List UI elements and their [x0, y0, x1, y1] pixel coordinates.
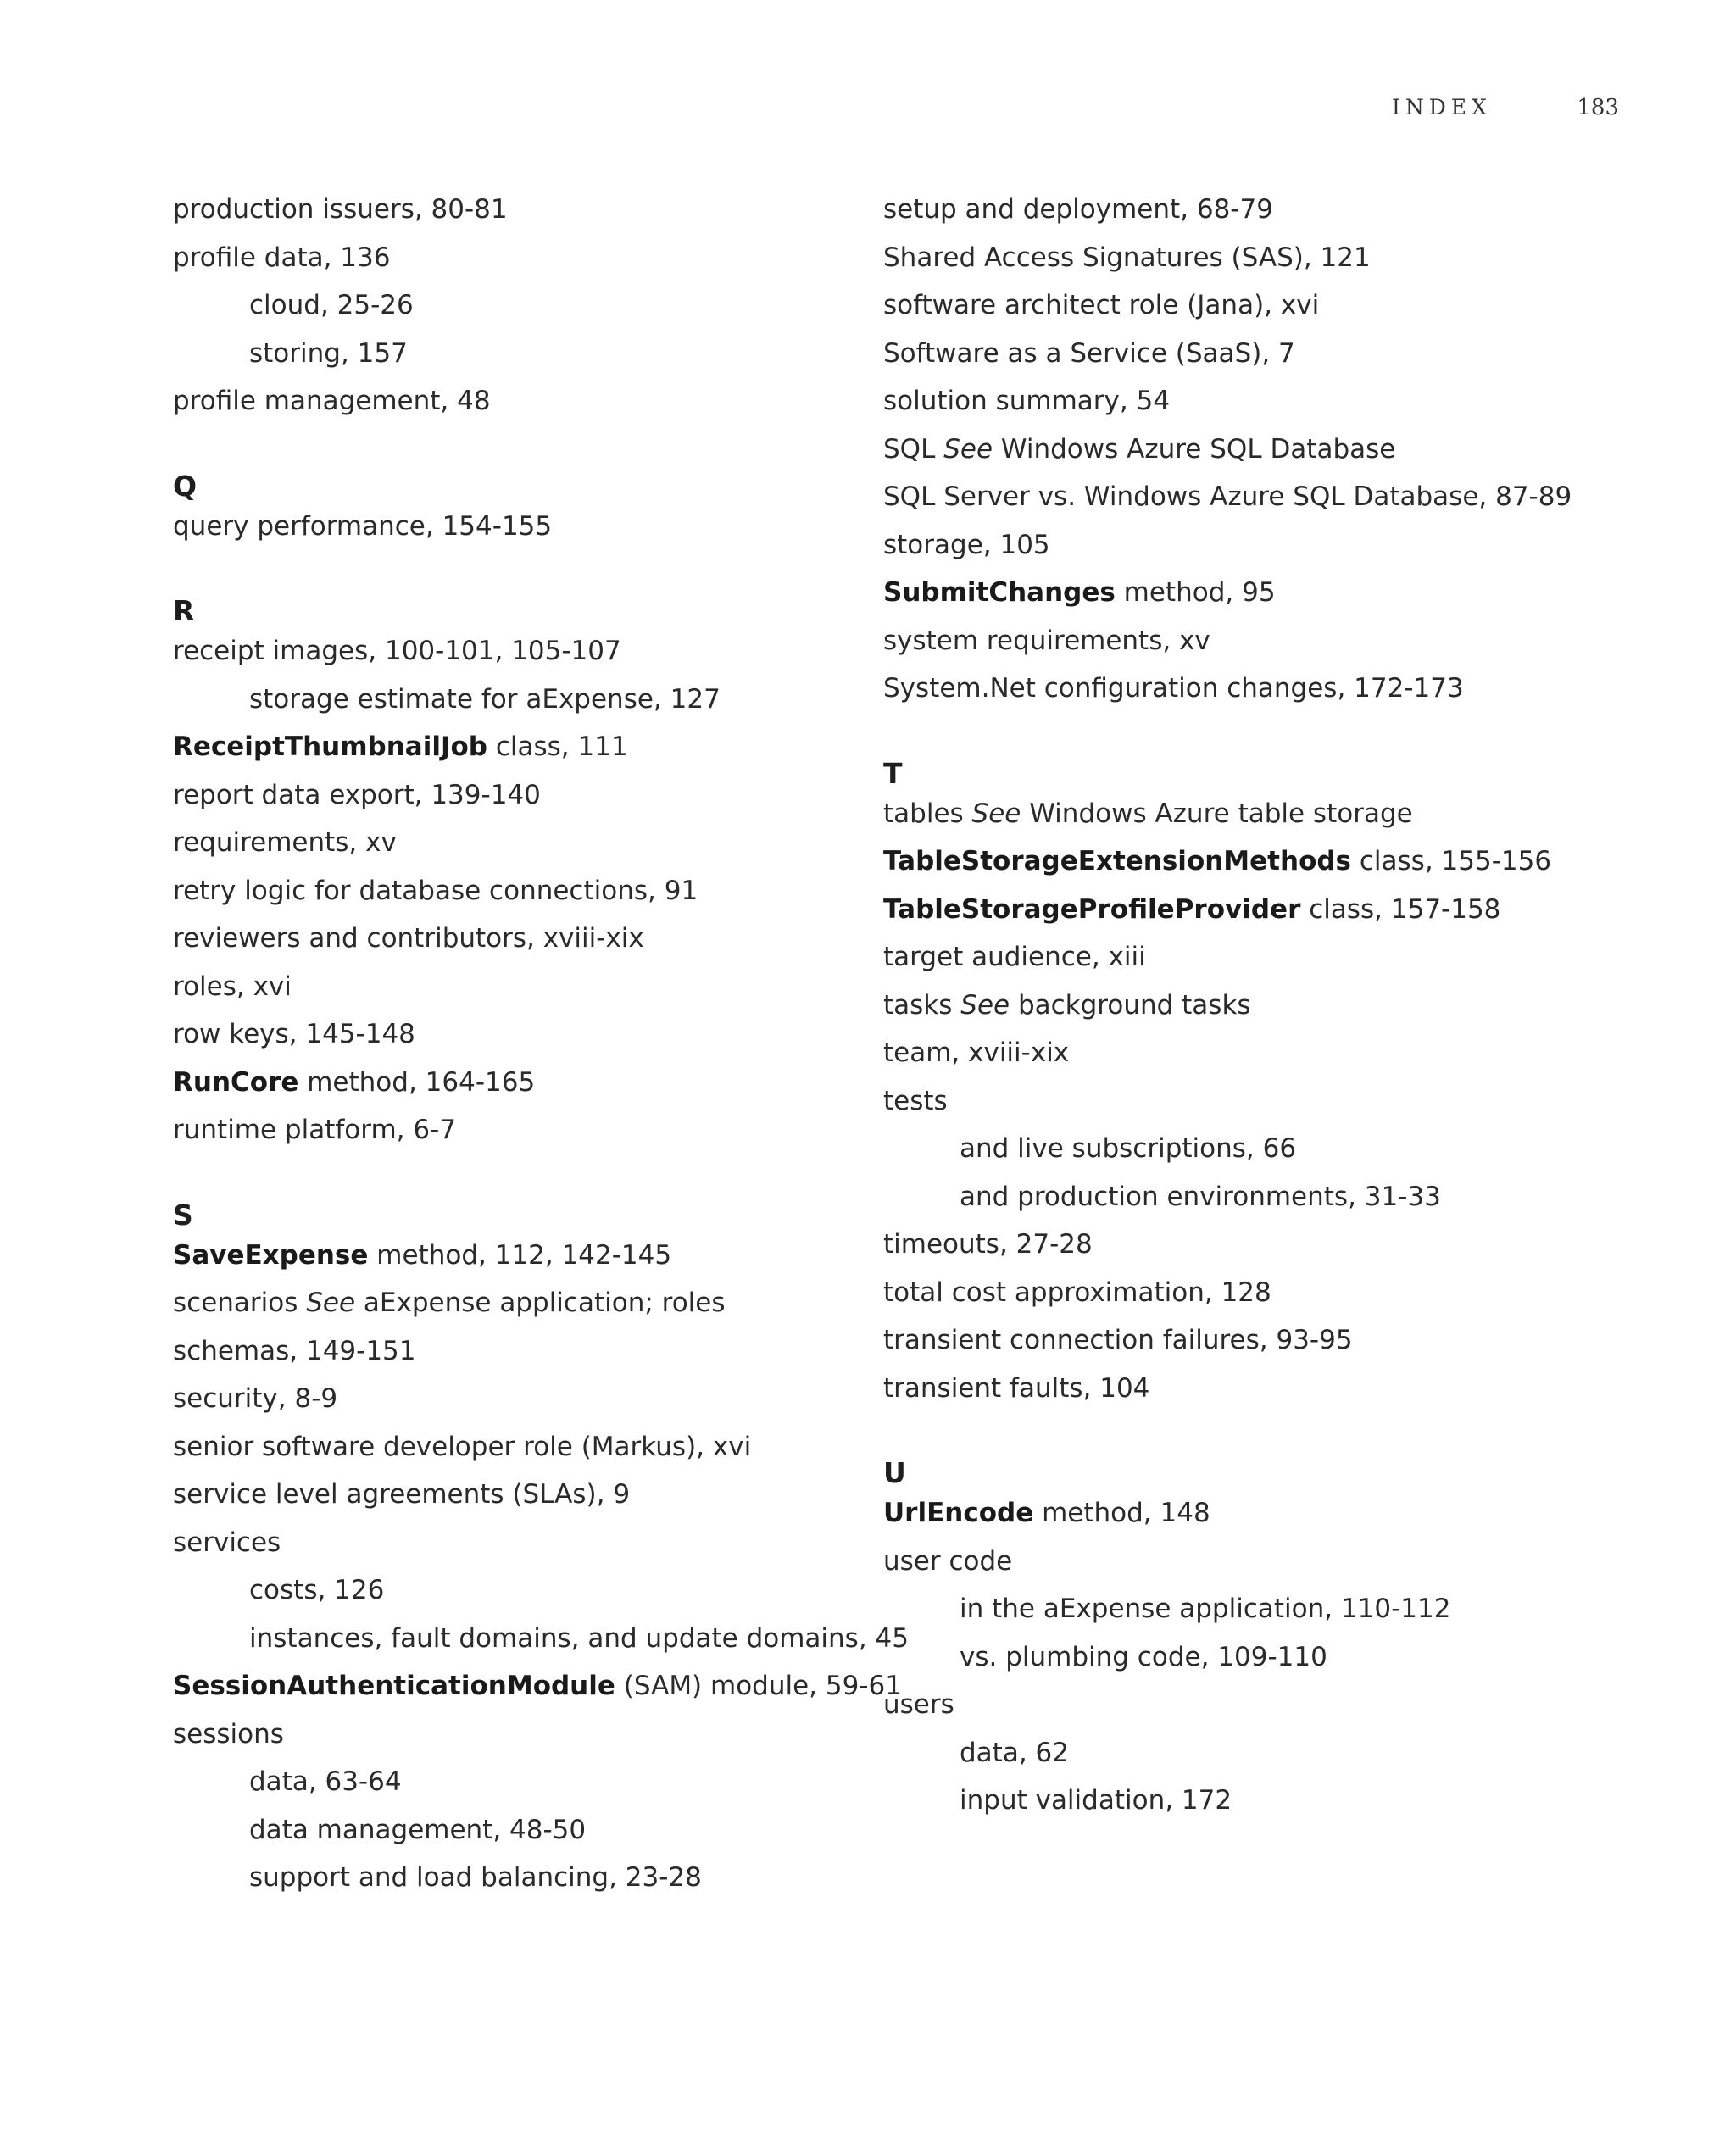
index-entry — [883, 797, 1413, 831]
index-entry-text: support and load balancing, 23-28 — [249, 1862, 702, 1893]
index-entry — [173, 826, 397, 859]
index-subentry — [249, 1861, 702, 1894]
index-subentry — [960, 1132, 1296, 1165]
page-number: 183 — [1577, 95, 1619, 120]
index-entry-text: method, 112, 142-145 — [368, 1239, 672, 1271]
see-target: Windows Azure table storage — [1021, 798, 1413, 829]
index-entry — [883, 192, 1273, 226]
index-term-code: SubmitChanges — [883, 577, 1116, 608]
index-entry-text: tables — [883, 798, 972, 829]
index-entry — [173, 1717, 284, 1751]
index-entry — [883, 337, 1295, 370]
index-entry — [173, 1526, 281, 1560]
index-entry — [173, 192, 508, 226]
index-entry — [173, 970, 292, 1004]
index-entry — [173, 1477, 630, 1511]
letter-heading-text: R — [173, 594, 195, 627]
index-entry — [173, 1430, 751, 1464]
index-entry — [883, 241, 1371, 275]
index-entry-text: roles, xvi — [173, 971, 292, 1002]
index-entry-text: requirements, xv — [173, 827, 397, 858]
index-entry-text: software architect role (Jana), xvi — [883, 290, 1320, 320]
index-entry — [173, 1334, 416, 1368]
index-entry-text: (SAM) module, 59-61 — [615, 1671, 902, 1701]
index-entry — [173, 1113, 456, 1147]
letter-heading-text: U — [883, 1456, 906, 1489]
index-entry — [883, 528, 1050, 562]
index-letter-heading — [173, 1199, 193, 1232]
running-head — [1322, 95, 1619, 129]
index-entry — [883, 288, 1319, 322]
index-letter-heading — [883, 757, 903, 791]
see-reference: See — [971, 798, 1021, 829]
index-entry — [173, 778, 541, 812]
index-entry-text: security, 8-9 — [173, 1383, 338, 1414]
index-entry — [883, 576, 1276, 609]
index-entry-text: team, xviii-xix — [883, 1037, 1070, 1068]
index-entry — [883, 480, 1572, 514]
index-entry-text: senior software developer role (Markus), xvi — [173, 1431, 752, 1462]
see-reference: See — [943, 433, 993, 464]
index-entry-text: class, 155-156 — [1351, 846, 1552, 876]
index-entry-text: scenarios — [173, 1288, 307, 1318]
index-entry-text: input validation, 172 — [960, 1785, 1232, 1816]
index-subentry — [249, 1621, 909, 1655]
letter-heading-text: S — [173, 1198, 193, 1232]
index-entry — [173, 1017, 415, 1051]
index-subentry — [249, 337, 408, 370]
running-head-title: INDEX — [1392, 95, 1492, 120]
index-entry — [883, 844, 1551, 878]
index-entry — [883, 624, 1210, 658]
index-entry-text: setup and deployment, 68-79 — [883, 194, 1273, 225]
see-target: aExpense application; roles — [355, 1288, 726, 1318]
index-entry-text: method, 164-165 — [298, 1066, 536, 1098]
index-term-code: TableStorageExtensionMethods — [883, 846, 1352, 876]
index-entry — [883, 1084, 948, 1118]
index-entry-text: SQL Server vs. Windows Azure SQL Database, 87-89 — [883, 481, 1572, 512]
index-entry — [883, 1227, 1093, 1261]
index-entry — [173, 1382, 337, 1416]
index-entry — [173, 1669, 902, 1703]
index-entry-text: receipt images, 100-101, 105-107 — [173, 636, 621, 666]
index-entry-text: transient faults, 104 — [883, 1372, 1150, 1404]
index-entry-text: method, 95 — [1115, 577, 1276, 608]
letter-heading-text: T — [883, 756, 903, 790]
index-entry — [883, 432, 1395, 466]
index-entry-text: transient connection failures, 93-95 — [883, 1325, 1353, 1355]
index-entry-text: sessions — [173, 1718, 284, 1749]
index-entry-text: row keys, 145-148 — [173, 1019, 415, 1049]
index-entry — [173, 241, 390, 275]
index-entry — [883, 1544, 1012, 1578]
index-entry-text: vs. plumbing code, 109-110 — [960, 1641, 1327, 1672]
index-entry — [883, 1323, 1353, 1357]
index-entry-text: and production environments, 31-33 — [960, 1181, 1441, 1212]
index-term-code: UrlEncode — [883, 1498, 1034, 1528]
index-letter-heading — [883, 1456, 906, 1490]
index-subentry — [960, 1592, 1450, 1626]
index-entry-text: reviewers and contributors, xviii-xix — [173, 923, 644, 954]
index-entry-text: schemas, 149-151 — [173, 1335, 416, 1366]
index-entry-text: user code — [883, 1545, 1013, 1577]
index-subentry — [249, 1573, 384, 1607]
index-subentry — [960, 1180, 1441, 1214]
index-entry — [173, 921, 644, 955]
index-entry-text: solution summary, 54 — [883, 386, 1171, 416]
index-entry-text: storage estimate for aExpense, 127 — [249, 683, 721, 715]
index-subentry — [249, 682, 721, 716]
index-subentry — [249, 288, 414, 322]
index-entry-text: instances, fault domains, and update domains, 45 — [249, 1622, 909, 1654]
see-target: background tasks — [1010, 989, 1251, 1021]
index-letter-heading — [173, 594, 194, 628]
index-subentry — [960, 1640, 1327, 1674]
index-entry-text: query performance, 154-155 — [173, 510, 553, 542]
index-entry — [883, 384, 1170, 418]
index-entry-text: runtime platform, 6-7 — [173, 1115, 456, 1145]
index-entry-text: and live subscriptions, 66 — [960, 1133, 1297, 1164]
index-subentry — [960, 1783, 1232, 1817]
index-term-code: ReceiptThumbnailJob — [173, 731, 487, 762]
index-entry-text: services — [173, 1527, 281, 1558]
index-entry — [173, 1238, 671, 1272]
index-entry-text: system requirements, xv — [883, 625, 1210, 656]
index-entry-text: timeouts, 27-28 — [883, 1229, 1093, 1260]
index-entry-text: in the aExpense application, 110-112 — [960, 1594, 1451, 1624]
index-entry-text: data, 62 — [960, 1737, 1069, 1768]
index-entry — [883, 1036, 1069, 1070]
index-entry — [883, 671, 1464, 705]
index-entry — [173, 1065, 535, 1099]
letter-heading-text: Q — [173, 469, 198, 503]
index-entry-text: report data export, 139-140 — [173, 779, 541, 810]
index-entry-text: service level agreements (SLAs), 9 — [173, 1479, 631, 1510]
index-entry-text: Software as a Service (SaaS), 7 — [883, 337, 1295, 369]
index-entry — [883, 1688, 954, 1722]
index-entry — [883, 940, 1146, 974]
index-entry-text: profile management, 48 — [173, 386, 491, 416]
index-entry-text: SQL — [883, 433, 944, 464]
index-subentry — [960, 1736, 1069, 1770]
index-entry-text: target audience, xiii — [883, 942, 1146, 972]
index-entry-text: method, 148 — [1033, 1498, 1210, 1528]
see-target: Windows Azure SQL Database — [993, 433, 1396, 464]
index-entry — [883, 1371, 1149, 1405]
index-entry-text: tasks — [883, 989, 961, 1021]
index-term-code: SaveExpense — [173, 1239, 369, 1271]
index-entry-text: Shared Access Signatures (SAS), 121 — [883, 242, 1371, 273]
index-subentry — [249, 1813, 586, 1847]
see-reference: See — [306, 1288, 356, 1318]
index-entry-text: retry logic for database connections, 91 — [173, 875, 698, 906]
index-entry — [173, 634, 621, 668]
index-entry-text: class, 111 — [487, 731, 628, 762]
index-entry-text: production issuers, 80-81 — [173, 194, 508, 225]
index-entry — [173, 874, 698, 908]
index-entry-text: costs, 126 — [249, 1575, 385, 1605]
index-entry — [883, 1496, 1210, 1530]
index-entry-text: cloud, 25-26 — [249, 290, 414, 320]
index-term-code: RunCore — [173, 1066, 299, 1098]
index-term-code: SessionAuthenticationModule — [173, 1671, 615, 1701]
index-entry — [173, 730, 628, 764]
index-subentry — [249, 1765, 402, 1799]
index-entry — [883, 1276, 1271, 1310]
index-entry-text: storing, 157 — [249, 337, 408, 369]
index-entry — [173, 1286, 726, 1320]
index-entry-text: users — [883, 1689, 954, 1720]
index-entry-text: tests — [883, 1085, 948, 1116]
index-entry-text: storage, 105 — [883, 529, 1050, 560]
see-reference: See — [960, 989, 1010, 1021]
index-entry — [883, 988, 1251, 1022]
index-entry-text: total cost approximation, 128 — [883, 1277, 1271, 1308]
index-entry-text: profile data, 136 — [173, 242, 391, 273]
index-entry-text: data management, 48-50 — [249, 1814, 587, 1845]
index-letter-heading — [173, 470, 197, 503]
index-entry — [173, 384, 491, 418]
index-entry — [173, 509, 552, 543]
index-entry-text: data, 63-64 — [249, 1766, 402, 1797]
index-term-code: TableStorageProfileProvider — [883, 893, 1301, 925]
index-entry-text: System.Net configuration changes, 172-173 — [883, 673, 1464, 704]
index-entry — [883, 893, 1500, 926]
index-entry-text: class, 157-158 — [1300, 893, 1501, 925]
